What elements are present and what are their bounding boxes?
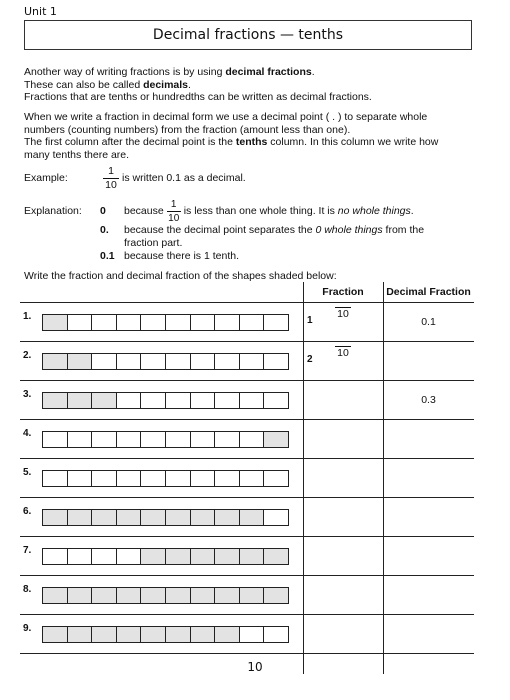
unshaded-tenth: [43, 549, 68, 564]
shaded-tenth: [43, 315, 68, 330]
shaded-tenth: [191, 588, 216, 603]
table-row: [20, 497, 474, 537]
intro-bold: decimals: [143, 78, 189, 91]
unshaded-tenth: [191, 315, 216, 330]
unshaded-tenth: [240, 354, 265, 369]
answer-fraction: [307, 306, 351, 326]
para-text: The first column after the decimal point is the: [24, 136, 236, 149]
shaded-tenth: [43, 354, 68, 369]
decimal-answer-cell[interactable]: [383, 614, 474, 653]
fraction-denominator: 10: [337, 347, 349, 359]
intro-text: These can also be called: [24, 78, 144, 91]
shaded-tenth: [264, 588, 288, 603]
tenths-strip: [42, 314, 289, 331]
explanation-label: Explanation:: [24, 205, 82, 217]
explanation-text: because the decimal point separates the: [124, 224, 316, 236]
tenths-strip: [42, 470, 289, 487]
decimal-answer-cell[interactable]: [383, 536, 474, 575]
shaded-tenth: [43, 627, 68, 642]
header-decimal-fraction: Decimal Fraction: [386, 286, 471, 298]
unshaded-tenth: [68, 432, 93, 447]
unshaded-tenth: [240, 471, 265, 486]
shaded-tenth: [240, 588, 265, 603]
page-title: [24, 20, 472, 50]
unshaded-tenth: [117, 549, 142, 564]
decimal-answer-cell[interactable]: [383, 458, 474, 497]
shaded-tenth: [43, 393, 68, 408]
fraction-answer-cell[interactable]: [303, 306, 383, 326]
intro-bold: decimal fractions: [225, 66, 312, 78]
row-number: 9.: [23, 623, 32, 634]
row-number: 3.: [23, 389, 32, 400]
table-row: [20, 302, 474, 342]
shaded-tenth: [264, 549, 288, 564]
intro-text: Fractions that are tenths or hundredths can be written as decimal fractions.: [24, 91, 372, 104]
shaded-tenth: [240, 510, 265, 525]
unshaded-tenth: [191, 354, 216, 369]
shaded-tenth: [141, 549, 166, 564]
decimal-answer-cell[interactable]: [383, 419, 474, 458]
fraction-bar: [167, 211, 181, 212]
shaded-tenth: [117, 627, 142, 642]
unshaded-tenth: [264, 471, 288, 486]
explanation-text: is less than one whole thing. It is: [183, 204, 338, 217]
shaded-tenth: [166, 588, 191, 603]
fraction-numerator: 1: [108, 164, 114, 177]
header-fraction: Fraction: [322, 286, 364, 298]
explanation-text: from the fraction part.: [124, 224, 425, 249]
fraction-numerator: 1: [170, 198, 177, 210]
explanation-key: 0: [100, 204, 106, 217]
shaded-tenth: [117, 510, 142, 525]
shaded-tenth: [215, 549, 240, 564]
explanation-text: because: [124, 204, 164, 217]
row-number: 5.: [23, 467, 32, 478]
decimal-answer-cell[interactable]: [383, 497, 474, 536]
row-number: 2.: [23, 350, 32, 361]
unshaded-tenth: [141, 471, 166, 486]
explanation-item: [100, 197, 414, 225]
unshaded-tenth: [43, 432, 68, 447]
explanation-italic: 0 whole things: [315, 224, 383, 236]
tenths-strip: [42, 392, 289, 409]
shaded-tenth: [166, 549, 191, 564]
fraction-denominator: 10: [168, 212, 180, 224]
answer-fraction: [307, 345, 351, 365]
shaded-tenth: [68, 588, 93, 603]
row-number: 1.: [23, 311, 32, 322]
explanation-text: .: [410, 204, 414, 217]
table-row: [20, 341, 474, 381]
shaded-tenth: [215, 588, 240, 603]
shaded-tenth: [92, 393, 117, 408]
example-label: Example:: [24, 172, 68, 184]
unshaded-tenth: [264, 315, 288, 330]
explanation-key: 0.: [100, 224, 109, 236]
shaded-tenth: [68, 510, 93, 525]
unshaded-tenth: [166, 315, 191, 330]
unshaded-tenth: [166, 432, 191, 447]
table-row: [20, 419, 474, 459]
unshaded-tenth: [141, 432, 166, 447]
unshaded-tenth: [215, 315, 240, 330]
unshaded-tenth: [240, 315, 265, 330]
decimal-answer-cell[interactable]: [383, 575, 474, 614]
unshaded-tenth: [264, 393, 288, 408]
unshaded-tenth: [92, 471, 117, 486]
tenths-strip: [42, 548, 289, 565]
intro-paragraph: [24, 66, 484, 104]
intro-text: .: [311, 66, 315, 78]
page-number: 10: [247, 660, 263, 674]
unshaded-tenth: [117, 471, 142, 486]
shaded-tenth: [68, 354, 93, 369]
unshaded-tenth: [117, 354, 142, 369]
fraction-numerator: 2: [307, 354, 313, 365]
shaded-tenth: [191, 549, 216, 564]
tenths-strip: [42, 509, 289, 526]
row-number: 6.: [23, 506, 32, 517]
unshaded-tenth: [240, 432, 265, 447]
row-number: 4.: [23, 428, 32, 439]
unshaded-tenth: [240, 627, 265, 642]
page-title-text: Decimal fractions — tenths: [152, 27, 344, 43]
para-bold: tenths: [235, 136, 268, 149]
intro-text: .: [188, 78, 191, 91]
unshaded-tenth: [68, 471, 93, 486]
shaded-tenth: [117, 588, 142, 603]
decimal-answer-cell[interactable]: 0.3: [421, 393, 436, 406]
fraction-denominator: 10: [105, 178, 117, 191]
shaded-tenth: [264, 432, 288, 447]
shaded-tenth: [215, 510, 240, 525]
example-row: [24, 164, 246, 192]
unshaded-tenth: [166, 354, 191, 369]
shaded-tenth: [191, 510, 216, 525]
shaded-tenth: [215, 627, 240, 642]
shaded-tenth: [43, 588, 68, 603]
table-row: [20, 458, 474, 498]
row-number: 7.: [23, 545, 32, 556]
shaded-tenth: [68, 627, 93, 642]
unshaded-tenth: [191, 393, 216, 408]
answer-table: [20, 282, 474, 674]
shaded-tenth: [92, 627, 117, 642]
unit-label: Unit 1: [24, 5, 57, 18]
fraction-answer-cell[interactable]: [303, 345, 383, 365]
shaded-tenth: [141, 627, 166, 642]
decimal-point-paragraph: [24, 111, 484, 161]
para-line: numbers (counting numbers) from the fraction (amount less than one).: [24, 123, 351, 136]
decimal-answer-cell[interactable]: [383, 341, 474, 380]
explanation-fraction: [167, 199, 181, 224]
intro-text: Another way of writing fractions is by using: [24, 66, 226, 78]
unshaded-tenth: [43, 471, 68, 486]
tenths-strip: [42, 587, 289, 604]
shaded-tenth: [166, 627, 191, 642]
table-row: [20, 536, 474, 576]
unshaded-tenth: [215, 432, 240, 447]
shaded-tenth: [92, 588, 117, 603]
explanation-key: 0.1: [100, 250, 115, 262]
shaded-tenth: [92, 510, 117, 525]
table-row: [20, 614, 474, 654]
shaded-tenth: [68, 393, 93, 408]
unshaded-tenth: [264, 627, 288, 642]
unshaded-tenth: [92, 354, 117, 369]
fraction-denominator: 10: [337, 308, 349, 320]
shaded-tenth: [43, 510, 68, 525]
decimal-answer-cell[interactable]: 0.1: [421, 315, 436, 328]
shaded-tenth: [166, 510, 191, 525]
unshaded-tenth: [264, 354, 288, 369]
tenths-strip: [42, 353, 289, 370]
unshaded-tenth: [215, 354, 240, 369]
shaded-tenth: [141, 588, 166, 603]
para-line: many tenths there are.: [24, 148, 130, 161]
unshaded-tenth: [92, 432, 117, 447]
shaded-tenth: [240, 549, 265, 564]
explanation-italic: no whole things: [337, 204, 411, 217]
explanation-item: [100, 250, 239, 263]
example-fraction: [103, 166, 119, 191]
table-row: [20, 380, 474, 420]
unshaded-tenth: [68, 549, 93, 564]
explanation-item: [100, 224, 444, 249]
fraction-numerator: 1: [307, 315, 313, 326]
unshaded-tenth: [117, 393, 142, 408]
unshaded-tenth: [191, 432, 216, 447]
explanation-text: because there is 1 tenth.: [124, 250, 239, 262]
unshaded-tenth: [264, 510, 288, 525]
unshaded-tenth: [117, 432, 142, 447]
example-text: is written 0.1 as a decimal.: [122, 172, 246, 184]
unshaded-tenth: [92, 549, 117, 564]
shaded-tenth: [141, 510, 166, 525]
para-line: When we write a fraction in decimal form we use a decimal point ( . ) to separate whole: [24, 111, 428, 123]
unshaded-tenth: [117, 315, 142, 330]
unshaded-tenth: [240, 393, 265, 408]
unshaded-tenth: [92, 315, 117, 330]
unshaded-tenth: [141, 393, 166, 408]
unshaded-tenth: [166, 471, 191, 486]
table-header: [20, 282, 474, 303]
shaded-tenth: [191, 627, 216, 642]
unshaded-tenth: [191, 471, 216, 486]
tenths-strip: [42, 431, 289, 448]
unshaded-tenth: [166, 393, 191, 408]
unshaded-tenth: [141, 315, 166, 330]
table-row: [20, 575, 474, 615]
instruction-text: Write the fraction and decimal fraction of the shapes shaded below:: [24, 270, 337, 282]
unshaded-tenth: [141, 354, 166, 369]
unshaded-tenth: [215, 471, 240, 486]
unshaded-tenth: [68, 315, 93, 330]
tenths-strip: [42, 626, 289, 643]
row-number: 8.: [23, 584, 32, 595]
para-text: column. In this column we write how: [267, 136, 439, 149]
unshaded-tenth: [215, 393, 240, 408]
